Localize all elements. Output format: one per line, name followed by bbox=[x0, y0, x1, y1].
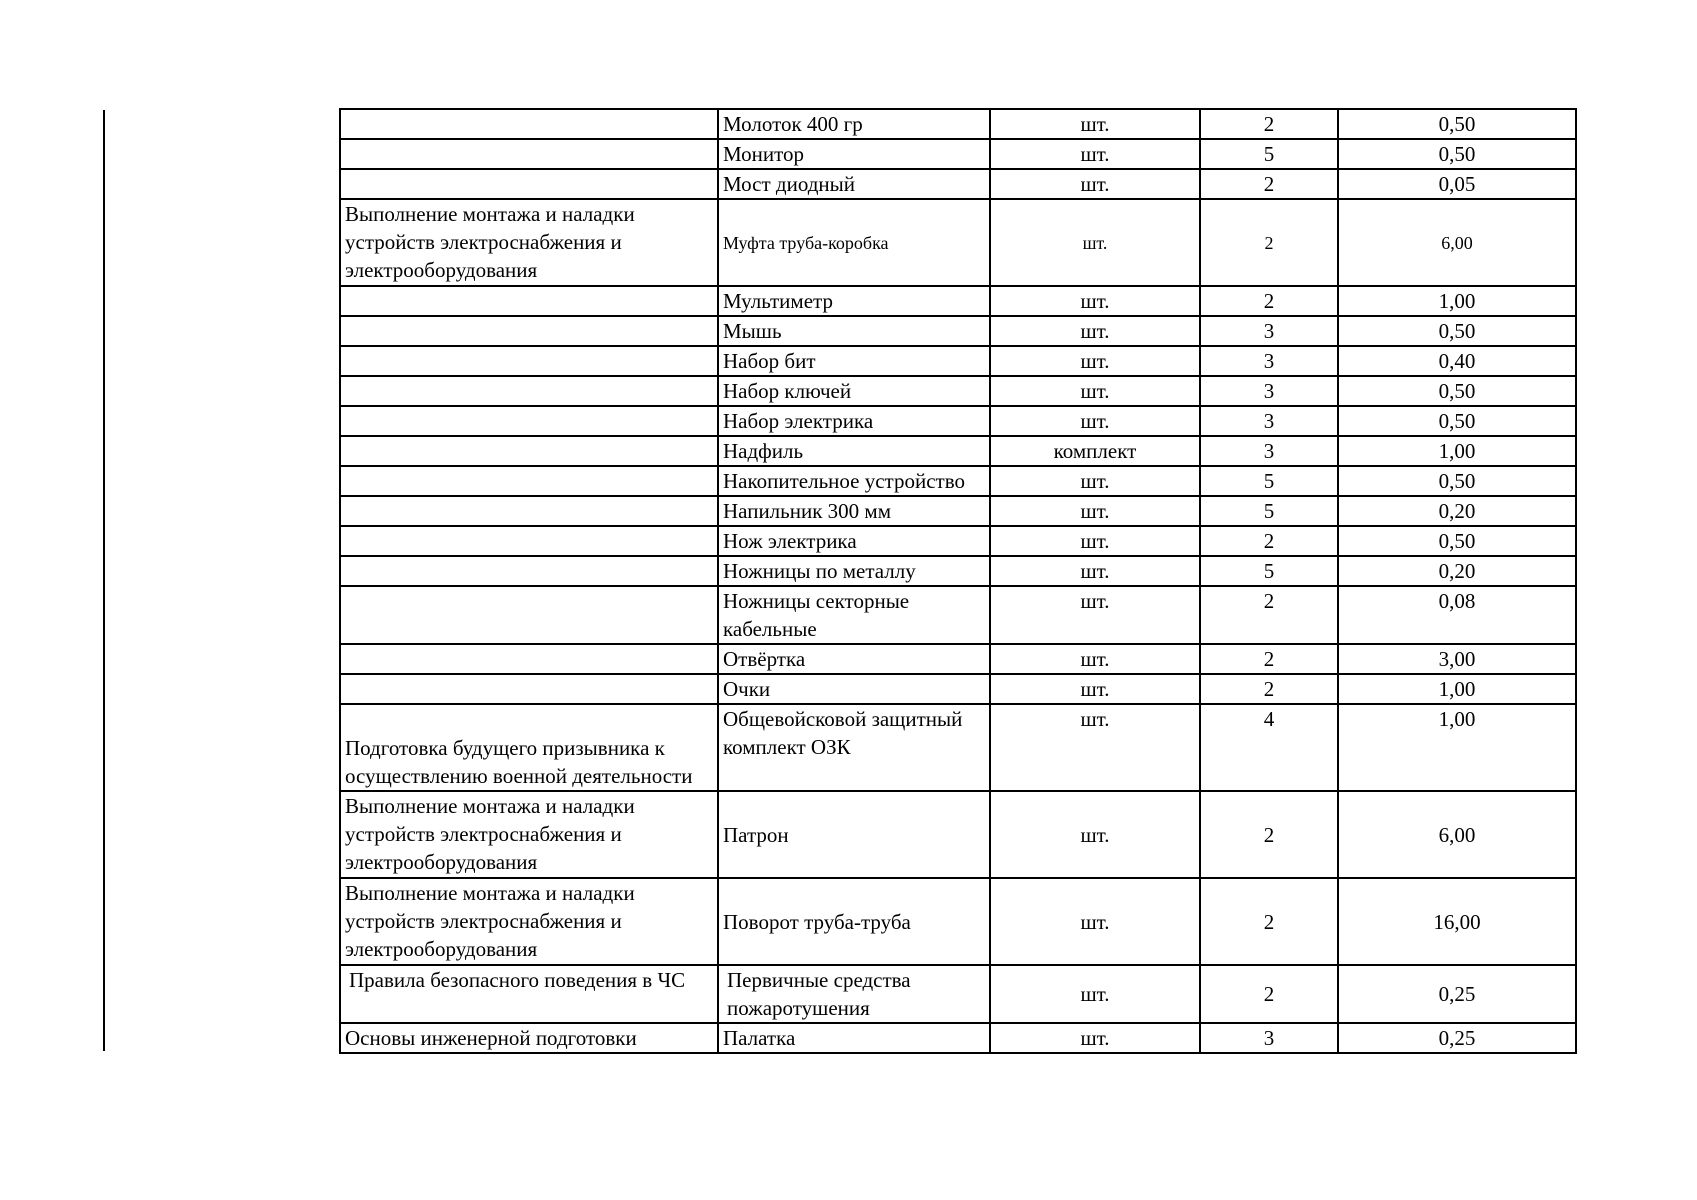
quantity-cell: 3 bbox=[1200, 406, 1338, 436]
discipline-cell: Выполнение монтажа и наладки устройств электроснабжения и электрооборудования bbox=[340, 199, 718, 286]
discipline-cell bbox=[340, 406, 718, 436]
unit-cell: шт. bbox=[990, 316, 1200, 346]
rate-cell: 1,00 bbox=[1338, 286, 1576, 316]
unit-cell: шт. bbox=[990, 674, 1200, 704]
table-row bbox=[340, 436, 1576, 466]
rate-cell: 0,40 bbox=[1338, 346, 1576, 376]
table-row bbox=[340, 674, 1576, 704]
unit-cell: шт. bbox=[990, 466, 1200, 496]
item-name-cell: Ножницы по металлу bbox=[718, 556, 990, 586]
unit-cell: шт. bbox=[990, 139, 1200, 169]
item-name-cell: Мост диодный bbox=[718, 169, 990, 199]
table-row bbox=[340, 316, 1576, 346]
unit-cell: шт. bbox=[990, 644, 1200, 674]
unit-cell: шт. bbox=[990, 346, 1200, 376]
table-row bbox=[340, 346, 1576, 376]
item-name-cell: Поворот труба-труба bbox=[718, 878, 990, 965]
item-name-cell: Ножницы секторные кабельные bbox=[718, 586, 990, 644]
rate-cell: 0,25 bbox=[1338, 1023, 1576, 1053]
discipline-cell bbox=[340, 286, 718, 316]
discipline-cell bbox=[340, 556, 718, 586]
unit-cell: шт. bbox=[990, 586, 1200, 644]
table-row bbox=[340, 406, 1576, 436]
quantity-cell: 2 bbox=[1200, 526, 1338, 556]
item-name-cell: Мышь bbox=[718, 316, 990, 346]
unit-cell: комплект bbox=[990, 436, 1200, 466]
table-row bbox=[340, 286, 1576, 316]
rate-cell: 0,50 bbox=[1338, 109, 1576, 139]
rate-cell: 0,08 bbox=[1338, 586, 1576, 644]
rate-cell: 0,50 bbox=[1338, 376, 1576, 406]
quantity-cell: 3 bbox=[1200, 316, 1338, 346]
discipline-cell: Правила безопасного поведения в ЧС bbox=[340, 965, 718, 1023]
discipline-cell: Подготовка будущего призывника к осуществлению военной деятельности bbox=[340, 704, 718, 791]
quantity-cell: 3 bbox=[1200, 436, 1338, 466]
item-name-cell: Накопительное устройство bbox=[718, 466, 990, 496]
rate-cell: 0,25 bbox=[1338, 965, 1576, 1023]
discipline-cell bbox=[340, 466, 718, 496]
quantity-cell: 5 bbox=[1200, 466, 1338, 496]
rate-cell: 16,00 bbox=[1338, 878, 1576, 965]
quantity-cell: 2 bbox=[1200, 644, 1338, 674]
item-name-cell: Общевойсковой защитный комплект ОЗК bbox=[718, 704, 990, 791]
rate-cell: 1,00 bbox=[1338, 704, 1576, 791]
table-row bbox=[340, 199, 1576, 286]
table-row bbox=[340, 376, 1576, 406]
table-row bbox=[340, 109, 1576, 139]
item-name-cell: Набор электрика bbox=[718, 406, 990, 436]
rate-cell: 0,50 bbox=[1338, 316, 1576, 346]
rate-cell: 0,20 bbox=[1338, 556, 1576, 586]
item-name-cell: Набор бит bbox=[718, 346, 990, 376]
quantity-cell: 3 bbox=[1200, 346, 1338, 376]
unit-cell: шт. bbox=[990, 556, 1200, 586]
unit-cell: шт. bbox=[990, 286, 1200, 316]
discipline-cell bbox=[340, 316, 718, 346]
unit-cell: шт. bbox=[990, 965, 1200, 1023]
table-row bbox=[340, 466, 1576, 496]
rate-cell: 0,50 bbox=[1338, 406, 1576, 436]
quantity-cell: 2 bbox=[1200, 169, 1338, 199]
rate-cell: 0,20 bbox=[1338, 496, 1576, 526]
quantity-cell: 2 bbox=[1200, 791, 1338, 878]
quantity-cell: 2 bbox=[1200, 199, 1338, 286]
page-margin-line bbox=[103, 110, 105, 1051]
discipline-cell: Выполнение монтажа и наладки устройств электроснабжения и электрооборудования bbox=[340, 878, 718, 965]
quantity-cell: 5 bbox=[1200, 139, 1338, 169]
discipline-cell bbox=[340, 436, 718, 466]
quantity-cell: 2 bbox=[1200, 586, 1338, 644]
discipline-cell bbox=[340, 526, 718, 556]
unit-cell: шт. bbox=[990, 1023, 1200, 1053]
rate-cell: 0,05 bbox=[1338, 169, 1576, 199]
item-name-cell: Патрон bbox=[718, 791, 990, 878]
quantity-cell: 2 bbox=[1200, 965, 1338, 1023]
item-name-cell: Напильник 300 мм bbox=[718, 496, 990, 526]
item-name-cell: Мультиметр bbox=[718, 286, 990, 316]
item-name-cell: Отвёртка bbox=[718, 644, 990, 674]
quantity-cell: 3 bbox=[1200, 1023, 1338, 1053]
quantity-cell: 5 bbox=[1200, 496, 1338, 526]
table-row bbox=[340, 556, 1576, 586]
item-name-cell: Первичные средства пожаротушения bbox=[718, 965, 990, 1023]
table-row bbox=[340, 496, 1576, 526]
discipline-cell bbox=[340, 674, 718, 704]
quantity-cell: 4 bbox=[1200, 704, 1338, 791]
table-row bbox=[340, 878, 1576, 965]
item-name-cell: Очки bbox=[718, 674, 990, 704]
rate-cell: 0,50 bbox=[1338, 139, 1576, 169]
discipline-cell bbox=[340, 139, 718, 169]
discipline-cell bbox=[340, 109, 718, 139]
rate-cell: 0,50 bbox=[1338, 526, 1576, 556]
rate-cell: 0,50 bbox=[1338, 466, 1576, 496]
table-row bbox=[340, 965, 1576, 1023]
table-row bbox=[340, 791, 1576, 878]
quantity-cell: 2 bbox=[1200, 286, 1338, 316]
discipline-cell: Основы инженерной подготовки bbox=[340, 1023, 718, 1053]
item-name-cell: Палатка bbox=[718, 1023, 990, 1053]
table-row bbox=[340, 644, 1576, 674]
quantity-cell: 2 bbox=[1200, 878, 1338, 965]
unit-cell: шт. bbox=[990, 878, 1200, 965]
item-name-cell: Монитор bbox=[718, 139, 990, 169]
unit-cell: шт. bbox=[990, 109, 1200, 139]
unit-cell: шт. bbox=[990, 199, 1200, 286]
quantity-cell: 3 bbox=[1200, 376, 1338, 406]
item-name-cell: Набор ключей bbox=[718, 376, 990, 406]
unit-cell: шт. bbox=[990, 704, 1200, 791]
quantity-cell: 2 bbox=[1200, 109, 1338, 139]
unit-cell: шт. bbox=[990, 376, 1200, 406]
rate-cell: 1,00 bbox=[1338, 436, 1576, 466]
discipline-cell bbox=[340, 496, 718, 526]
table-row bbox=[340, 169, 1576, 199]
discipline-cell bbox=[340, 169, 718, 199]
table-row bbox=[340, 139, 1576, 169]
unit-cell: шт. bbox=[990, 496, 1200, 526]
unit-cell: шт. bbox=[990, 791, 1200, 878]
rate-cell: 6,00 bbox=[1338, 791, 1576, 878]
unit-cell: шт. bbox=[990, 526, 1200, 556]
item-name-cell: Молоток 400 гр bbox=[718, 109, 990, 139]
discipline-cell bbox=[340, 586, 718, 644]
discipline-cell bbox=[340, 346, 718, 376]
table-row bbox=[340, 526, 1576, 556]
discipline-cell: Выполнение монтажа и наладки устройств электроснабжения и электрооборудования bbox=[340, 791, 718, 878]
item-name-cell: Нож электрика bbox=[718, 526, 990, 556]
item-name-cell: Надфиль bbox=[718, 436, 990, 466]
equipment-table bbox=[339, 108, 1577, 1054]
discipline-cell bbox=[340, 644, 718, 674]
table-row bbox=[340, 1023, 1576, 1053]
item-name-cell: Муфта труба-коробка bbox=[718, 199, 990, 286]
unit-cell: шт. bbox=[990, 406, 1200, 436]
quantity-cell: 5 bbox=[1200, 556, 1338, 586]
table-row bbox=[340, 586, 1576, 644]
table-row bbox=[340, 704, 1576, 791]
rate-cell: 6,00 bbox=[1338, 199, 1576, 286]
discipline-cell bbox=[340, 376, 718, 406]
quantity-cell: 2 bbox=[1200, 674, 1338, 704]
unit-cell: шт. bbox=[990, 169, 1200, 199]
rate-cell: 1,00 bbox=[1338, 674, 1576, 704]
rate-cell: 3,00 bbox=[1338, 644, 1576, 674]
